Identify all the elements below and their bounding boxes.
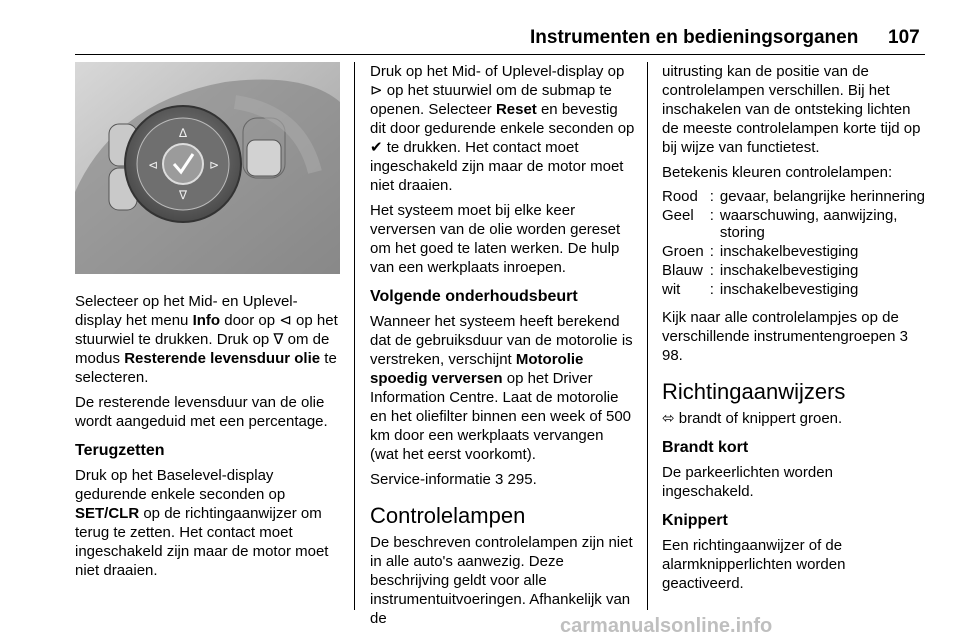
column-3	[662, 62, 927, 599]
table-row: Blauw : inschakelbevestiging	[662, 262, 927, 281]
paragraph: Het systeem moet bij elke keer verversen van de olie worden gereset om het goed te laten werken. De hulp van een werkplaats inroepen.	[370, 202, 621, 276]
section-heading-controlelampen: Controlelampen	[370, 503, 526, 528]
checkmark-icon: ✔	[370, 139, 383, 156]
svg-text:⊳: ⊳	[209, 158, 220, 172]
color-name: Groen	[662, 243, 704, 260]
table-row: Rood : gevaar, belangrijke herinnering	[662, 188, 926, 205]
color-meaning-table	[662, 188, 927, 300]
paragraph: Druk op het Mid- of Uplevel-display op ⊳ op het stuurwiel om de submap te openen. Selecteer Reset en bevestig dit door gedurende enkele seconden op ✔ te drukken. Het contact moet ingeschakeld zijn maar de motor moet niet draaien.	[370, 63, 635, 194]
table-row: Geel : waarschuwing, aanwijzing, storing	[662, 207, 927, 243]
section-heading-richtingaanwijzers: Richtingaanwijzers	[662, 379, 846, 404]
section-heading-brandt-kort: Brandt kort	[662, 439, 749, 456]
column-divider	[354, 62, 355, 610]
paragraph: Service-informatie 3 295.	[370, 471, 537, 488]
column-divider	[647, 62, 648, 610]
page-header-title: Instrumenten en bedieningsorganen	[530, 27, 859, 48]
paragraph: Selecteer op het Mid- en Uplevel-display het menu Info door op ⊲ op het stuurwiel te drukken. Druk op ∇ om de modus Resterende levensduur olie te selecteren.	[75, 293, 338, 386]
turn-signal-icon: ⬄	[662, 410, 675, 427]
paragraph: Druk op het Baselevel-display gedurende enkele seconden op SET/CLR op de richtingaanwijzer om terug te zetten. Het contact moet ingeschakeld zijn maar de motor moet niet draaien.	[75, 467, 329, 579]
paragraph: Een richtingaanwijzer of de alarmknipperlichten worden geactiveerd.	[662, 537, 846, 592]
paragraph: De resterende levensduur van de olie wordt aangeduid met een percentage.	[75, 394, 328, 430]
svg-text:∆: ∆	[179, 126, 188, 140]
section-heading-volgende-onderhoudsbeurt: Volgende onderhoudsbeurt	[370, 288, 578, 305]
header-rule	[75, 54, 925, 55]
paragraph: Wanneer het systeem heeft berekend dat de gebruiksduur van de motorolie is verstreken, verschijnt Motorolie spoedig verversen op het Driver Information Centre. Laat de motorolie en het oliefilter binnen een week of 500 km door een werkplaats vervangen (wat het eerst voorkomt).	[370, 313, 633, 463]
paragraph: De parkeerlichten worden ingeschakeld.	[662, 464, 833, 500]
color-name: Rood	[662, 188, 698, 205]
paragraph: Kijk naar alle controlelampjes op de verschillende instrumentengroepen 3 98.	[662, 309, 908, 364]
paragraph: uitrusting kan de positie van de controlelampen verschillen. Bij het inschakelen van de ontsteking lichten de meeste controlelampen korte tijd op bij wijze van functietest.	[662, 63, 921, 156]
color-description: gevaar, belangrijke herinnering	[719, 188, 926, 205]
color-description: inschakelbevestiging	[719, 262, 859, 279]
section-heading-knippert: Knippert	[662, 512, 728, 529]
steering-wheel-controls-image	[75, 62, 340, 274]
paragraph: De beschreven controlelampen zijn niet in alle auto's aanwezig. Deze beschrijving geldt voor alle instrumentuitvoeringen. Afhankelijk van de	[370, 534, 633, 627]
right-arrow-icon: ⊳	[370, 82, 383, 99]
left-arrow-icon: ⊲	[279, 312, 292, 329]
svg-text:∇: ∇	[179, 188, 188, 202]
page-reference-icon: 3	[899, 328, 908, 345]
color-name: Blauw	[662, 262, 703, 279]
color-description: inschakelbevestiging	[719, 243, 859, 260]
column-2	[370, 62, 635, 634]
down-arrow-icon: ∇	[273, 331, 284, 348]
page-reference-icon: 3	[495, 471, 504, 488]
paragraph: Betekenis kleuren controlelampen:	[662, 164, 893, 181]
watermark: carmanualsonline.info	[560, 615, 773, 637]
color-description: inschakelbevestiging	[719, 281, 859, 298]
column-1	[75, 62, 340, 586]
color-description: waarschuwing, aanwijzing, storing	[719, 207, 898, 241]
paragraph: ⬄ brandt of knippert groen.	[662, 410, 843, 427]
page-number: 107	[888, 27, 920, 48]
section-heading-terugzetten: Terugzetten	[75, 442, 165, 459]
svg-text:⊲: ⊲	[148, 158, 159, 172]
color-name: wit	[662, 281, 681, 298]
table-row: wit : inschakelbevestiging	[662, 281, 927, 300]
color-name: Geel	[662, 207, 694, 224]
table-row: Groen : inschakelbevestiging	[662, 243, 927, 262]
